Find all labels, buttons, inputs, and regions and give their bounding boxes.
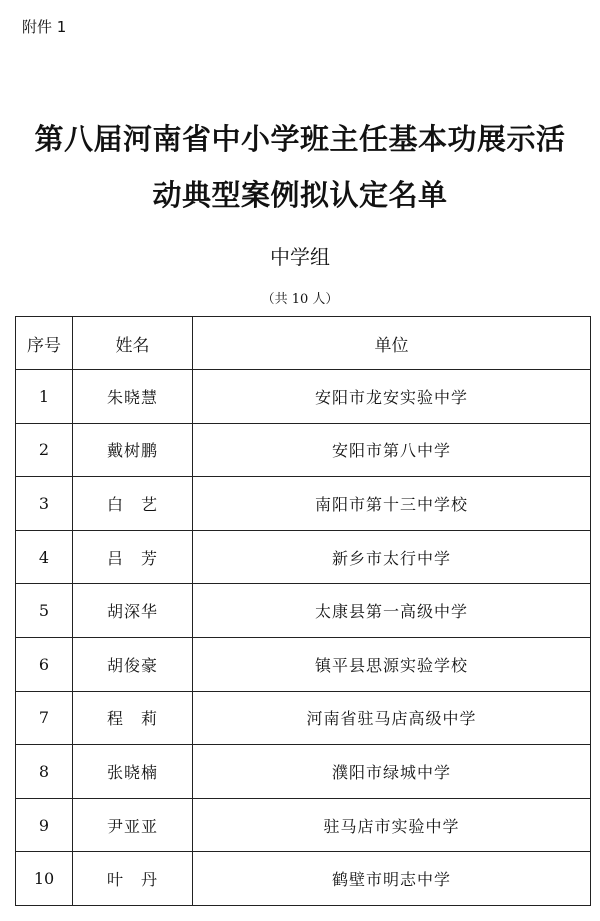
table-row [16,745,591,799]
row-index: 7 [16,691,73,745]
row-name: 胡深华 [73,584,193,638]
row-unit: 安阳市龙安实验中学 [193,370,591,424]
roster-table [15,316,591,906]
table-header-row [16,317,591,370]
row-index: 1 [16,370,73,424]
row-index: 8 [16,745,73,799]
row-name: 尹亚亚 [73,798,193,852]
row-name: 胡俊豪 [73,637,193,691]
row-index: 4 [16,530,73,584]
header-unit: 单位 [193,317,591,370]
row-name: 白 艺 [73,477,193,531]
row-index: 3 [16,477,73,531]
header-index: 序号 [16,317,73,370]
row-unit: 鹤壁市明志中学 [193,852,591,906]
header-name: 姓名 [73,317,193,370]
row-name: 朱晓慧 [73,370,193,424]
table-row [16,852,591,906]
row-index: 2 [16,423,73,477]
row-unit: 新乡市太行中学 [193,530,591,584]
table-row [16,423,591,477]
table-row [16,370,591,424]
attachment-label: 附件 1 [22,18,67,36]
row-unit: 南阳市第十三中学校 [193,477,591,531]
row-unit: 太康县第一高级中学 [193,584,591,638]
row-name: 程 莉 [73,691,193,745]
document-title-line-2: 动典型案例拟认定名单 [152,178,448,212]
row-name: 张晓楠 [73,745,193,799]
row-unit: 镇平县思源实验学校 [193,637,591,691]
row-index: 9 [16,798,73,852]
row-unit: 河南省驻马店高级中学 [193,691,591,745]
row-name: 戴树鹏 [73,423,193,477]
row-index: 5 [16,584,73,638]
table-row [16,637,591,691]
row-index: 10 [16,852,73,906]
row-name: 叶 丹 [73,852,193,906]
row-unit: 驻马店市实验中学 [193,798,591,852]
table-row [16,584,591,638]
row-name: 吕 芳 [73,530,193,584]
row-unit: 安阳市第八中学 [193,423,591,477]
count-text: （共 10 人） [261,292,339,307]
document-title-line-1: 第八届河南省中小学班主任基本功展示活 [34,122,566,156]
row-index: 6 [16,637,73,691]
group-title: 中学组 [270,245,330,269]
table-row [16,477,591,531]
table-row [16,530,591,584]
table-row [16,798,591,852]
table-row [16,691,591,745]
row-unit: 濮阳市绿城中学 [193,745,591,799]
